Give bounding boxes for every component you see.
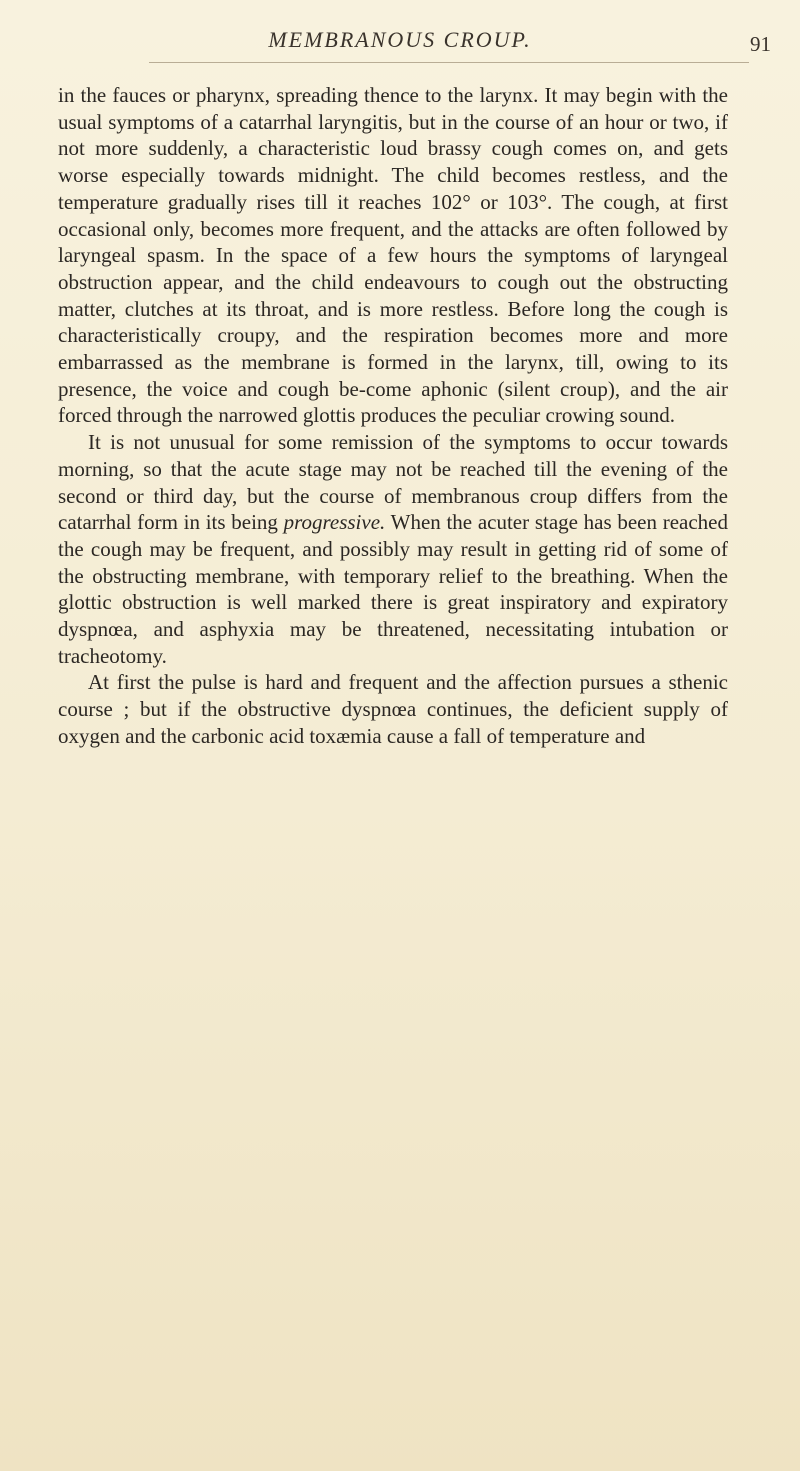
paragraph-pulse: [58, 669, 728, 749]
paragraph-2-text-end: When the acuter stage has been reached the cough may be frequent, and possibly may result in getting rid of some of the obstructing membrane, with temporary relief to the breathing. When the glottic obstruction is well marked there is great inspiratory and expiratory dyspnœa, and asphyxia may be threatened, necessitating intubation or tracheotomy.: [58, 510, 728, 668]
page-number: 91: [750, 32, 771, 56]
header-rule: [149, 62, 749, 63]
paragraph-remission: [58, 429, 728, 669]
running-head: [0, 26, 800, 60]
paragraph-1-text: in the fauces or pharynx, spreading thence to the larynx. It may begin with the usual symptoms of a catarrhal laryngitis, but in the course of an hour or two, if not more suddenly, a characteristic loud brassy cough comes on, and gets worse especially towards midnight. The child becomes restless, and the temperature gradually rises till it reaches 102° or 103°. The cough, at first occasional only, becomes more frequent, and the attacks are often followed by laryngeal spasm. In the space of a few hours the symptoms of laryngeal obstruction appear, and the child endeavours to cough out the obstructing matter, clutches at its throat, and is more restless. Before long the cough is characteristically croupy, and the respiration becomes more and more embarrassed as the membrane is formed in the larynx, till, owing to its presence, the voice and cough be-come aphonic (silent croup), and the air forced through the narrowed glottis produces the peculiar crowing sound.: [58, 83, 728, 428]
body-text: [58, 82, 728, 750]
running-title: MEMBRANOUS CROUP.: [268, 27, 532, 52]
paragraph-2-text-start: It is not unusual for some remission of the symptoms to occur towards morning, so that the acute stage may not be reached till the evening of the second or third day, but the course of membranous croup differs from the catarrhal form in its being: [58, 430, 728, 535]
emphasis-progressive: progressive.: [283, 510, 386, 535]
paragraph-3-text: At first the pulse is hard and frequent and the affection pursues a sthenic course ; but if the obstructive dyspnœa continues, the deficient supply of oxygen and the carbonic acid toxæmia cause a fall of temperature and: [58, 670, 728, 748]
paragraph-continued: [58, 82, 728, 429]
